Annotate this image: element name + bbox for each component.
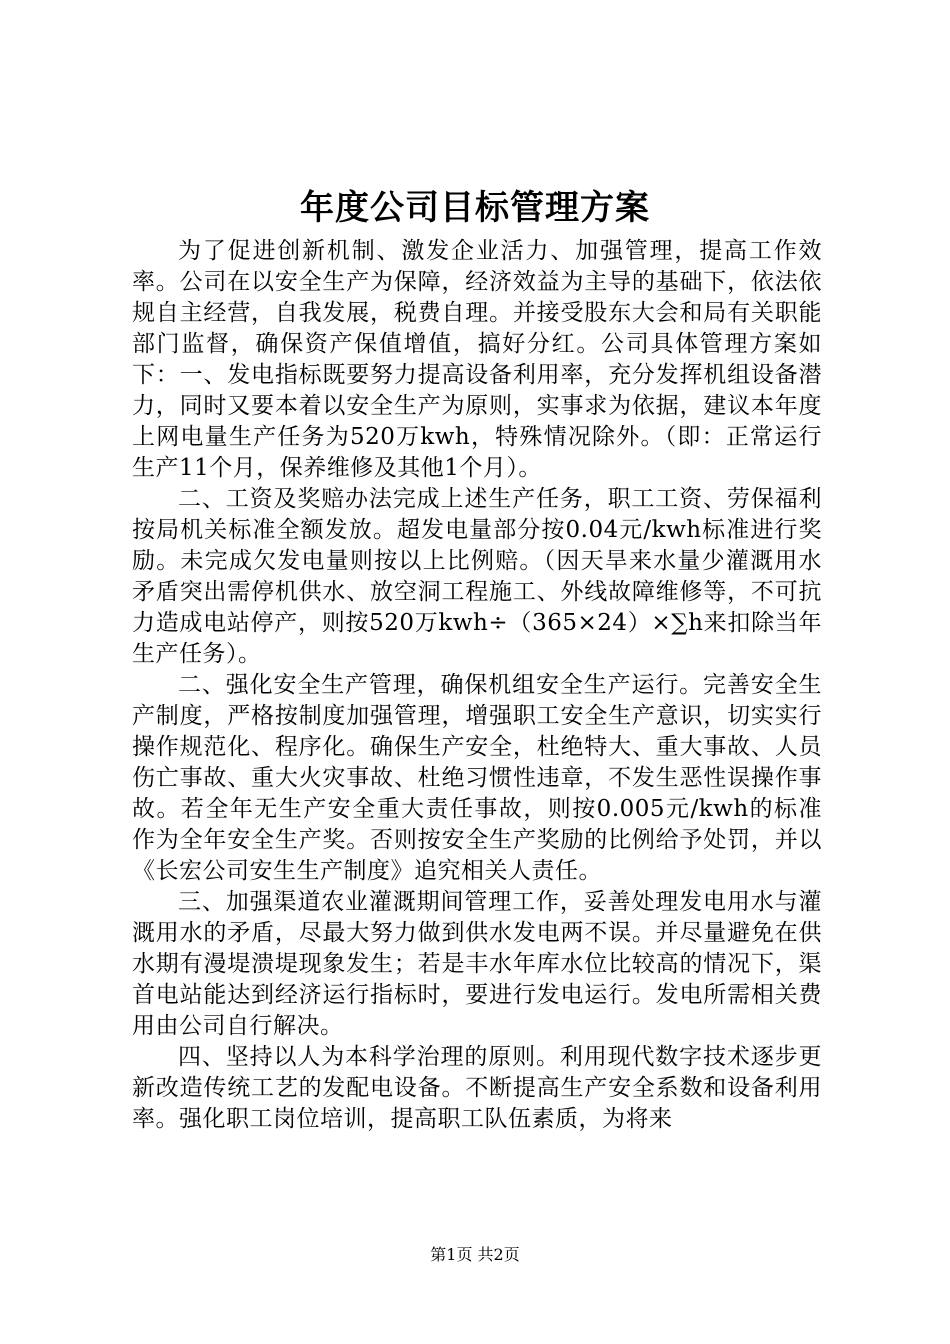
paragraph-intro: 为了促进创新机制、激发企业活力、加强管理，提高工作效率。公司在以安全生产为保障，经济效益为主导的基础下，依法依规自主经营，自我发展，税费自理。并接受股东大会和局有关职能部门监督，确保资产保值增值，搞好分红。公司具体管理方案如下：一、发电指标既要努力提高设备利用率，充分发挥机组设备潜力，同时又要本着以安全生产为原则，实事求为依据，建议本年度上网电量生产任务为520万kwh，特殊情况除外。（即：正常运行生产11个月，保养维修及其他1个月）。 bbox=[132, 238, 822, 481]
document-title: 年度公司目标管理方案 bbox=[300, 188, 650, 228]
paragraph-wages-rewards: 二、工资及奖赔办法完成上述生产任务，职工工资、劳保福利按局机关标准全额发放。超发电量部分按0.04元/kwh标准进行奖励。未完成欠发电量则按以上比例赔。（因天旱来水量少灌溉用水矛盾突出需停机供水、放空洞工程施工、外线故障维修等，不可抗力造成电站停产，则按520万kwh÷（365×24）×∑h来扣除当年生产任务）。 bbox=[132, 486, 822, 667]
paragraph-safety-management: 二、强化安全生产管理，确保机组安全生产运行。完善安全生产制度，严格按制度加强管理，增强职工安全生产意识，切实实行操作规范化、程序化。确保生产安全，杜绝特大、重大事故、人员伤亡事故、重大火灾事故、杜绝习惯性违章，不发生恶性误操作事故。若全年无生产安全重大责任事故，则按0.005元/kwh的标准作为全年安全生产奖。否则按安全生产奖励的比例给予处罚，并以《长宏公司安生生产制度》追究相关人责任。 bbox=[132, 672, 822, 884]
document-body bbox=[132, 236, 822, 1135]
page-footer: 第1页 共2页 bbox=[430, 1245, 520, 1264]
paragraph-irrigation: 三、加强渠道农业灌溉期间管理工作，妥善处理发电用水与灌溉用水的矛盾，尽最大努力做到供水发电两不误。并尽量避免在供水期有漫堤溃堤现象发生；若是丰水年库水位比较高的情况下，渠首电站能达到经济运行指标时，要进行发电运行。发电所需相关费用由公司自行解决。 bbox=[132, 889, 822, 1039]
paragraph-people-oriented: 四、坚持以人为本科学治理的原则。利用现代数字技术逐步更新改造传统工艺的发配电设备。不断提高生产安全系数和设备利用率。强化职工岗位培训，提高职工队伍素质，为将来 bbox=[132, 1044, 822, 1132]
